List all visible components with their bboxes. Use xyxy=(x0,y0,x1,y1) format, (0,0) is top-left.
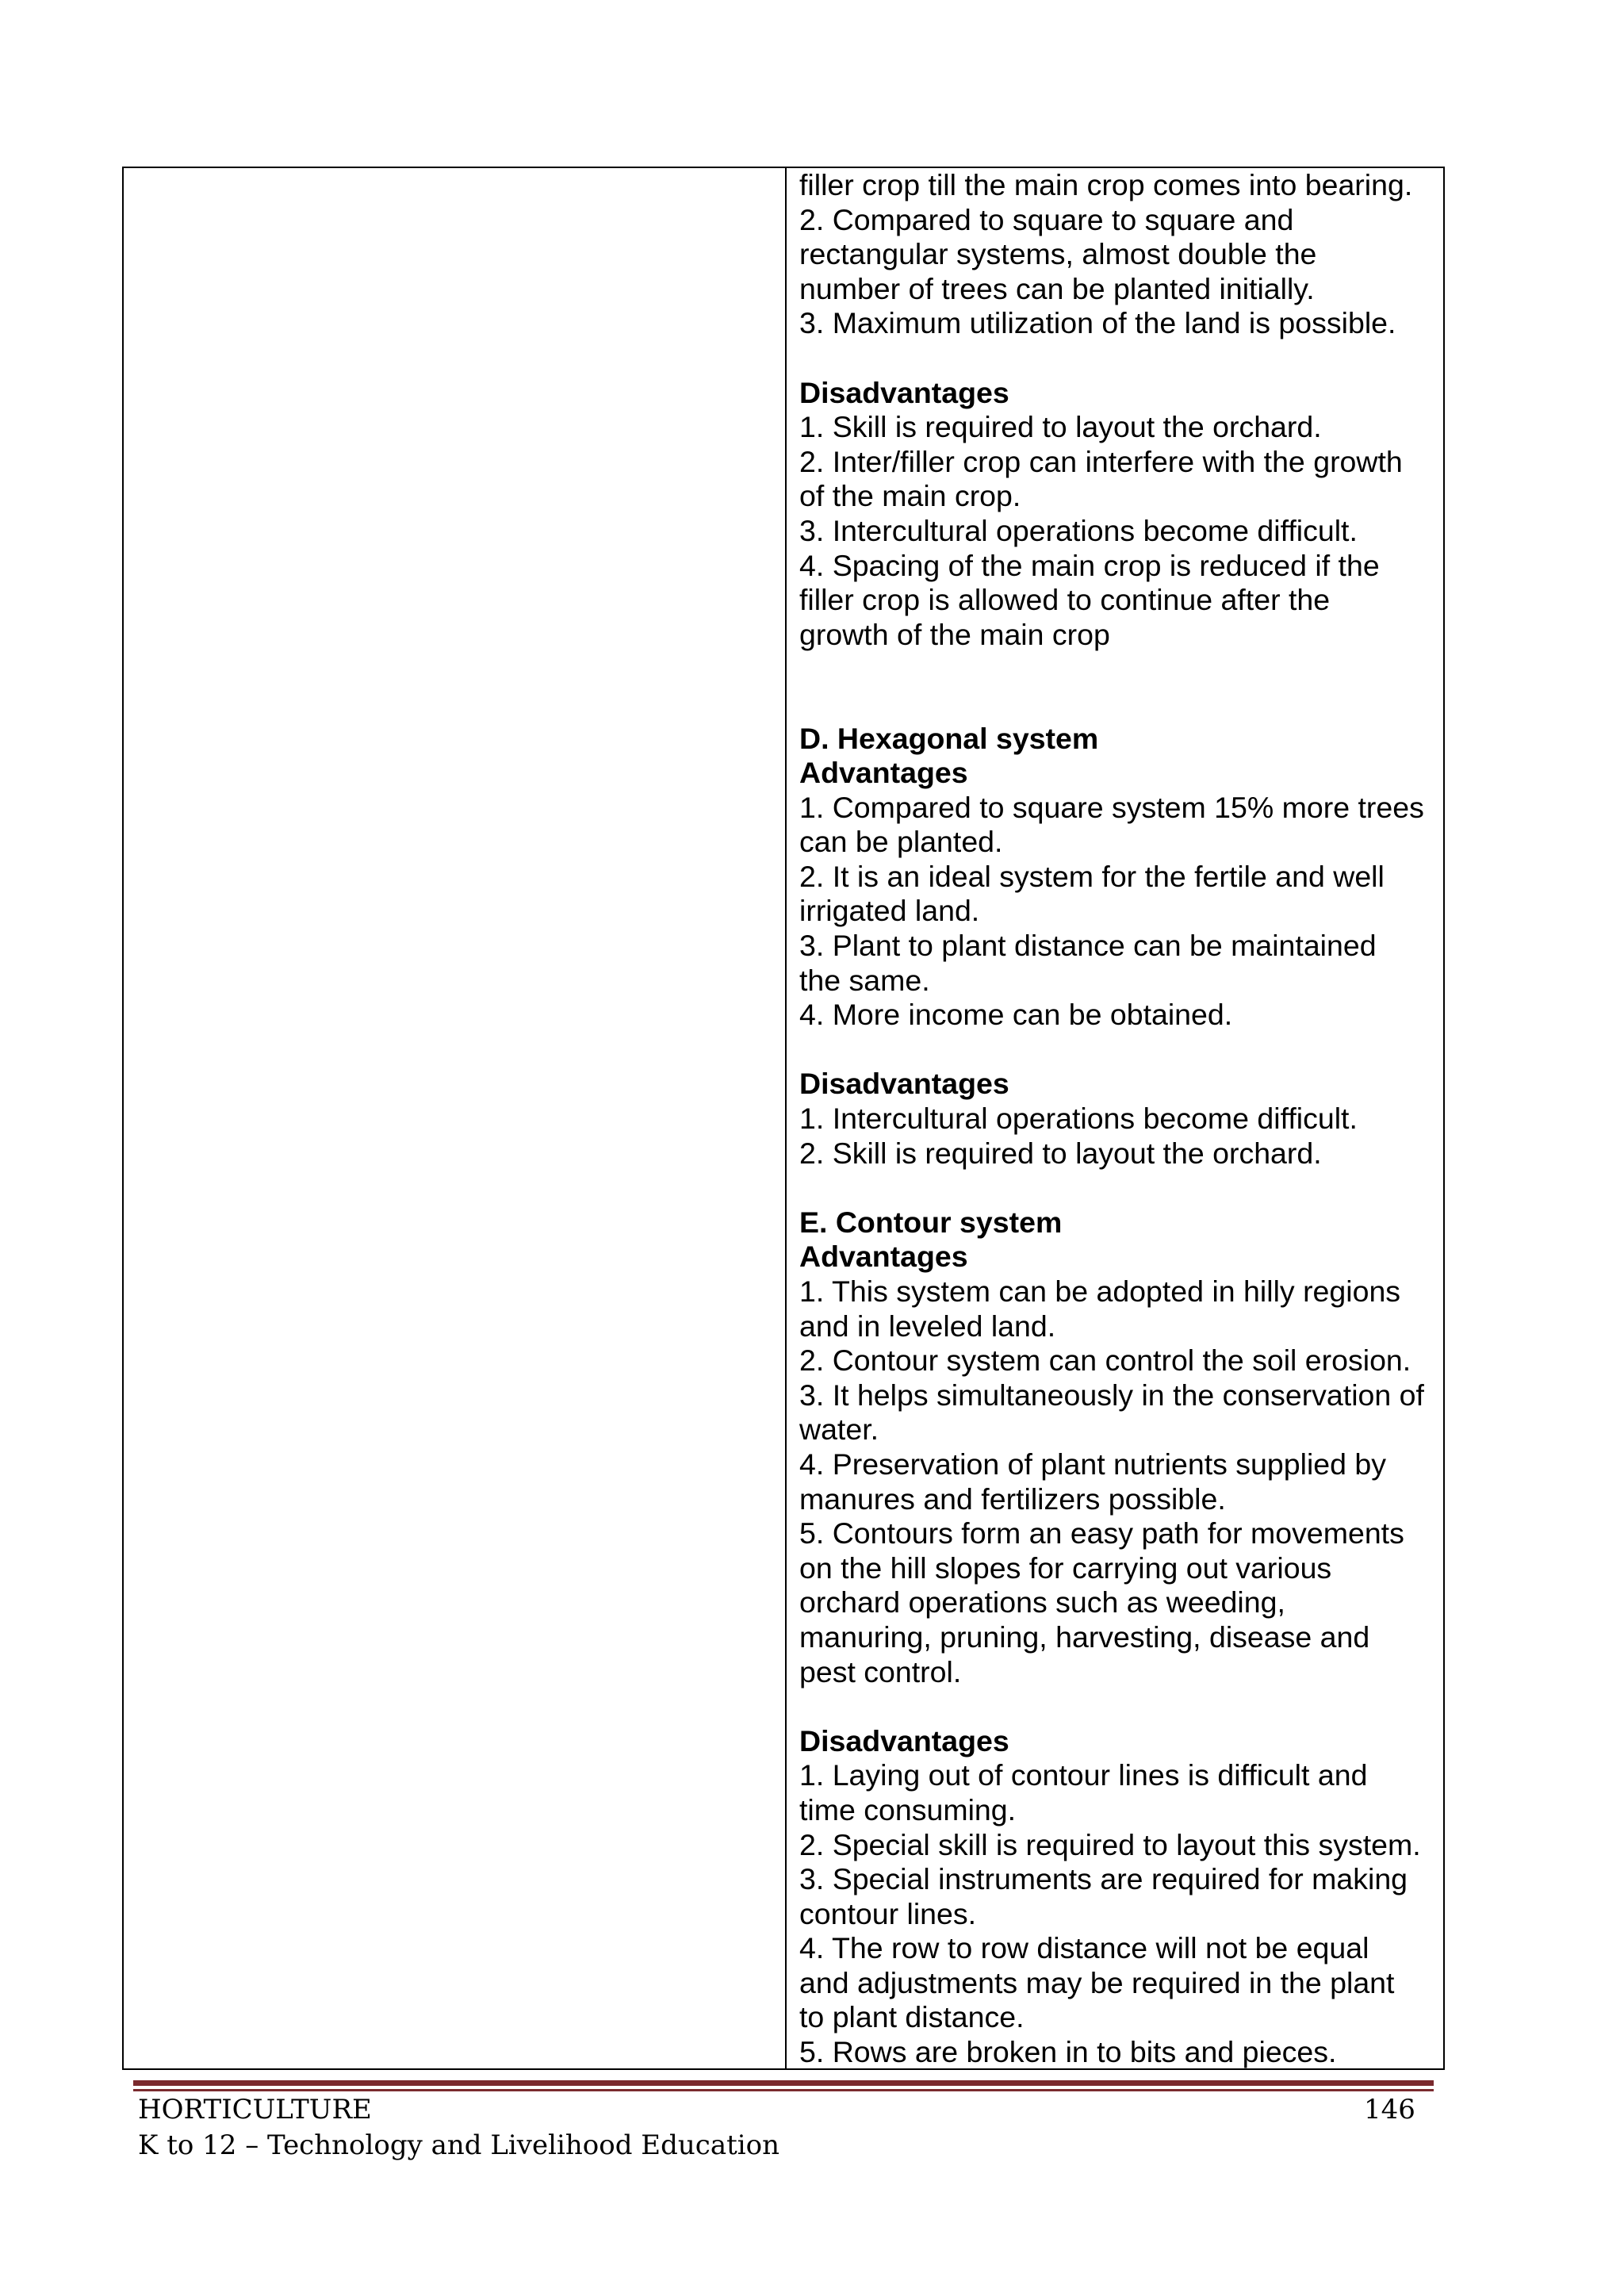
text-line: growth of the main crop xyxy=(799,617,1110,651)
text-line: can be planted. xyxy=(799,825,1003,859)
text-line: on the hill slopes for carrying out various xyxy=(799,1550,1332,1585)
text-line: 2. Inter/filler crop can interfere with the growth xyxy=(799,444,1403,478)
text-line: manures and fertilizers possible. xyxy=(799,1481,1226,1516)
text-line xyxy=(799,1171,1434,1205)
text-line: 1. This system can be adopted in hilly regions xyxy=(799,1274,1401,1308)
text-line: 4. More income can be obtained. xyxy=(799,998,1233,1032)
section-heading: Disadvantages xyxy=(799,375,1009,409)
text-line: and adjustments may be required in the plant xyxy=(799,1965,1395,1999)
text-line: pest control. xyxy=(799,1654,962,1688)
text-line: 3. It helps simultaneously in the conservation of xyxy=(799,1378,1424,1412)
footer-rule-thick xyxy=(133,2080,1434,2086)
right-cell-text xyxy=(799,168,1434,2070)
section-heading: D. Hexagonal system xyxy=(799,721,1099,755)
section-heading: E. Contour system xyxy=(799,1205,1063,1239)
text-line: 1. Laying out of contour lines is difficult and xyxy=(799,1758,1368,1792)
text-line: 4. Preservation of plant nutrients supplied by xyxy=(799,1447,1387,1481)
text-line: orchard operations such as weeding, xyxy=(799,1585,1285,1619)
text-line: of the main crop. xyxy=(799,479,1021,513)
text-line: 3. Intercultural operations become difficult. xyxy=(799,513,1358,547)
text-line: 1. Intercultural operations become difficult. xyxy=(799,1102,1358,1136)
text-line: the same. xyxy=(799,963,930,997)
text-line xyxy=(799,687,1434,722)
section-heading: Disadvantages xyxy=(799,1067,1009,1101)
section-heading: Advantages xyxy=(799,756,968,790)
text-line: 2. Compared to square to square and xyxy=(799,202,1294,236)
text-line xyxy=(799,1033,1434,1068)
text-line: 3. Plant to plant distance can be maintained xyxy=(799,929,1377,963)
text-line: contour lines. xyxy=(799,1896,977,1930)
text-line: and in leveled land. xyxy=(799,1309,1056,1343)
footer-subject: HORTICULTURE xyxy=(138,2094,372,2125)
text-line: to plant distance. xyxy=(799,2000,1025,2034)
text-line: 2. It is an ideal system for the fertile and well xyxy=(799,859,1385,893)
text-line: filler crop is allowed to continue after the xyxy=(799,583,1331,617)
section-heading: Advantages xyxy=(799,1240,968,1274)
text-line: number of trees can be planted initially. xyxy=(799,271,1315,305)
text-line: time consuming. xyxy=(799,1792,1017,1826)
text-line xyxy=(799,652,1434,687)
footer-rule-thin xyxy=(133,2089,1434,2091)
text-line: 2. Contour system can control the soil erosion. xyxy=(799,1343,1411,1378)
text-line: irrigated land. xyxy=(799,894,980,928)
text-line: rectangular systems, almost double the xyxy=(799,237,1317,271)
text-line xyxy=(799,1689,1434,1724)
text-line xyxy=(799,341,1434,376)
content-table xyxy=(122,167,1445,2070)
text-line: 4. The row to row distance will not be equal xyxy=(799,1931,1369,1965)
text-line: filler crop till the main crop comes into bearing. xyxy=(799,168,1413,201)
text-line: 2. Skill is required to layout the orchard. xyxy=(799,1136,1322,1170)
column-divider xyxy=(785,168,787,2068)
text-line: 1. Compared to square system 15% more trees xyxy=(799,790,1424,824)
text-line: manuring, pruning, harvesting, disease and xyxy=(799,1619,1370,1654)
section-heading: Disadvantages xyxy=(799,1723,1009,1757)
text-line: water. xyxy=(799,1412,879,1447)
text-line: 1. Skill is required to layout the orchard. xyxy=(799,410,1322,444)
footer-course: K to 12 – Technology and Livelihood Education xyxy=(138,2129,779,2161)
text-line: 3. Maximum utilization of the land is possible. xyxy=(799,306,1396,340)
text-line: 5. Contours form an easy path for movements xyxy=(799,1516,1404,1550)
text-line: 4. Spacing of the main crop is reduced if the xyxy=(799,548,1380,582)
text-line: 5. Rows are broken in to bits and pieces. xyxy=(799,2035,1337,2069)
footer-page-number: 146 xyxy=(1364,2094,1415,2125)
text-line: 3. Special instruments are required for making xyxy=(799,1862,1408,1896)
text-line: 2. Special skill is required to layout this system. xyxy=(799,1827,1421,1861)
